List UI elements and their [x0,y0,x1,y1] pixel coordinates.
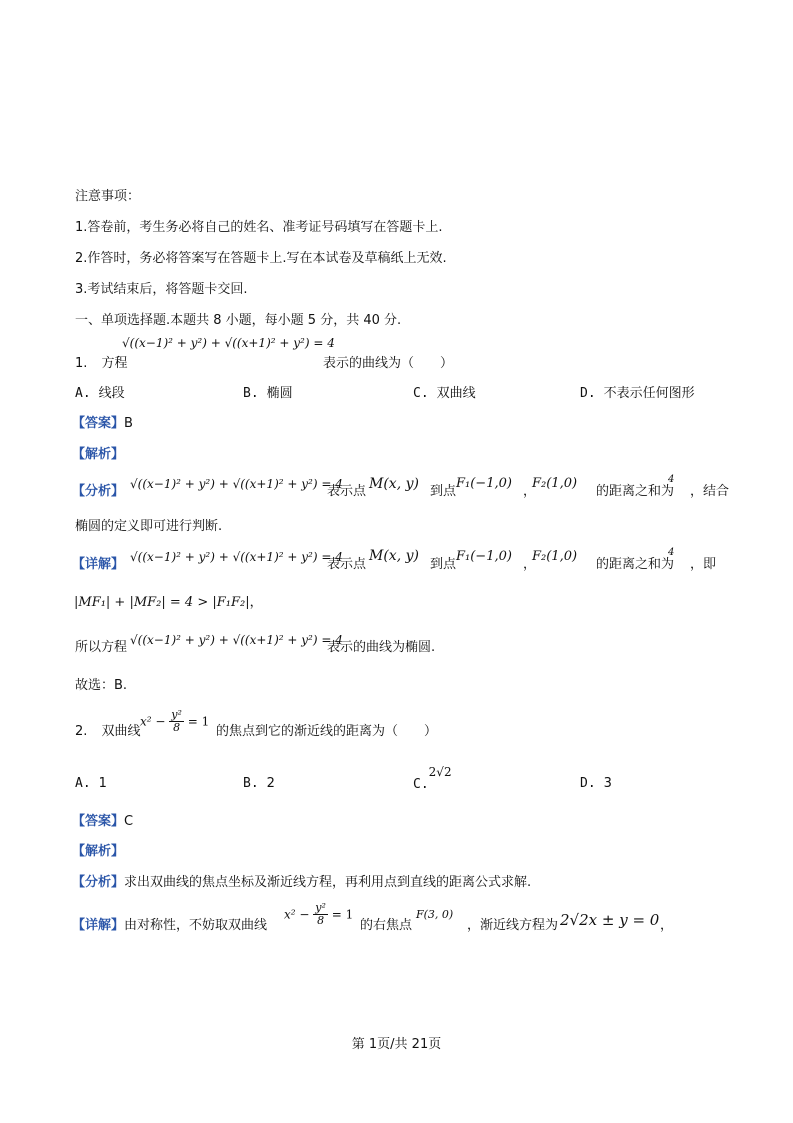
option-label: B. [243,776,259,791]
option-label: D. [580,386,596,401]
q1-fenxi-t1: 表示点 [327,484,367,499]
notice-item-1: 1.答卷前，考生务必将自己的姓名、准考证号码填写在答题卡上. [75,220,443,235]
inequality-end: ， [249,595,263,610]
fenxi-tag: 【分析】 [72,875,125,890]
q1-fenxi-t3: 的距离之和为 [596,484,675,499]
q1-fenxi-t2: 到点 [430,484,457,499]
q2-option-d [580,776,612,792]
point-f1: F₁(−1,0) [456,476,512,491]
q1-fenxi-line2: 椭圆的定义即可进行判断. [75,519,223,534]
section-title: 一、单项选择题.本题共 8 小题，每小题 5 分，共 40 分. [75,313,402,328]
analysis-tag: 【解析】 [72,844,125,859]
q1-inequality [74,591,263,610]
q1-so-prefix: 所以方程 [75,640,128,655]
q2-xiangjie-t3: ，渐近线方程为 [467,918,559,933]
q1-option-c [413,386,476,402]
answer-tag: 【答案】 [72,416,125,431]
q2-analysis [72,844,124,860]
q1-xiangjie-t3: 的距离之和为 [596,557,675,572]
option-text: 2 [266,776,275,791]
xiangjie-tag: 【详解】 [72,918,125,933]
q2-answer [72,814,133,830]
notice-title: 注意事项： [75,189,141,204]
q1-fenxi-t4: ，结合 [690,484,730,499]
xiangjie-tag: 【详解】 [72,557,125,572]
q1-fenxi-formula: √((x−1)² + y²) + √((x+1)² + y²) = 4 [130,477,343,491]
q1-xiangjie-formula: √((x−1)² + y²) + √((x+1)² + y²) = 4 [130,550,343,564]
option-text: 3 [603,776,612,791]
q1-xiangjie-tag [72,557,124,573]
q1-option-d [580,386,695,402]
option-label: D. [580,776,596,791]
q2-xiangjie [72,918,267,934]
fenxi-tag: 【分析】 [72,484,125,499]
point-m: M(x, y) [369,476,419,492]
q1-fenxi-tag [72,484,124,500]
equals-one: = 1 [183,714,210,729]
q2-xj-equation [284,902,353,927]
minus-sign: − [295,907,314,922]
q1-formula: √((x−1)² + y²) + √((x+1)² + y²) = 4 [122,336,335,350]
answer-value: C [124,814,134,829]
minus-sign: − [151,714,170,729]
focus-point: F(3, 0) [416,908,454,921]
option-label: A. [75,776,91,791]
option-text: 双曲线 [436,386,476,401]
option-label: A. [75,386,91,401]
q1-stem [75,356,128,372]
option-label: C. [413,386,429,401]
option-label: B. [243,386,259,401]
q2-option-a [75,776,107,792]
number-four: 4 [668,547,675,558]
number-four: 4 [668,474,675,485]
q2-fenxi [72,875,531,891]
equals-one: = 1 [327,907,354,922]
fraction-denominator: 8 [317,914,325,927]
q2-prefix: 双曲线 [101,724,141,739]
point-m: M(x, y) [369,548,419,564]
q1-option-b [243,386,293,402]
comma: ， [523,557,537,572]
comma: ， [523,484,537,499]
fraction-denominator: 8 [173,721,181,734]
q1-answer [72,416,133,432]
q2-number: 2. [75,724,88,739]
q2-xiangjie-t4: ， [660,918,674,933]
inequality-text: |MF₁| + |MF₂| = 4 > |F₁F₂| [74,595,250,610]
answer-tag: 【答案】 [72,814,125,829]
fraction [313,902,328,927]
page-footer: 第 1页/共 21页 [351,1037,442,1052]
option-text: 1 [98,776,107,791]
q1-xiangjie-t1: 表示点 [327,557,367,572]
fraction-numerator: y² [315,901,326,914]
option-label: C. [413,777,429,792]
q2-equation [140,709,209,734]
q2-suffix: 的焦点到它的渐近线的距离为（ ） [216,724,438,739]
point-f2: F₂(1,0) [532,549,578,564]
q1-xiangjie-t4: ，即 [690,557,717,572]
q2-stem [75,724,141,740]
point-f2: F₂(1,0) [532,476,578,491]
fenxi-text: 求出双曲线的焦点坐标及渐近线方程，再利用点到直线的距离公式求解. [124,875,532,890]
answer-value: B [124,416,133,431]
fraction-numerator: y² [171,708,182,721]
x-squared: x² [284,907,296,922]
q2-option-b [243,776,275,792]
notice-item-3: 3.考试结束后，将答题卡交回. [75,282,248,297]
q1-so-suffix: 表示的曲线为椭圆. [327,640,436,655]
q2-option-c [413,765,452,793]
option-text: 2√2 [428,765,452,779]
q1-option-a [75,386,125,402]
option-text: 不表示任何图形 [603,386,695,401]
analysis-tag: 【解析】 [72,447,125,462]
asymptote-equation: 2√2x ± y = 0 [560,911,660,929]
fraction [169,709,184,734]
q1-suffix: 表示的曲线为（ ） [323,356,454,371]
q1-so-formula: √((x−1)² + y²) + √((x+1)² + y²) = 4 [130,633,343,647]
q1-choose: 故选：B. [75,678,128,693]
q1-prefix: 方程 [101,356,128,371]
option-text: 线段 [98,386,125,401]
notice-item-2: 2.作答时，务必将答案写在答题卡上.写在本试卷及草稿纸上无效. [75,251,447,266]
option-text: 椭圆 [266,386,293,401]
xiangjie-t1: 由对称性，不妨取双曲线 [124,918,268,933]
q1-analysis [72,447,124,463]
q1-number: 1. [75,356,88,371]
x-squared: x² [140,714,152,729]
q2-xiangjie-t2: 的右焦点 [360,918,413,933]
q1-xiangjie-t2: 到点 [430,557,457,572]
point-f1: F₁(−1,0) [456,549,512,564]
